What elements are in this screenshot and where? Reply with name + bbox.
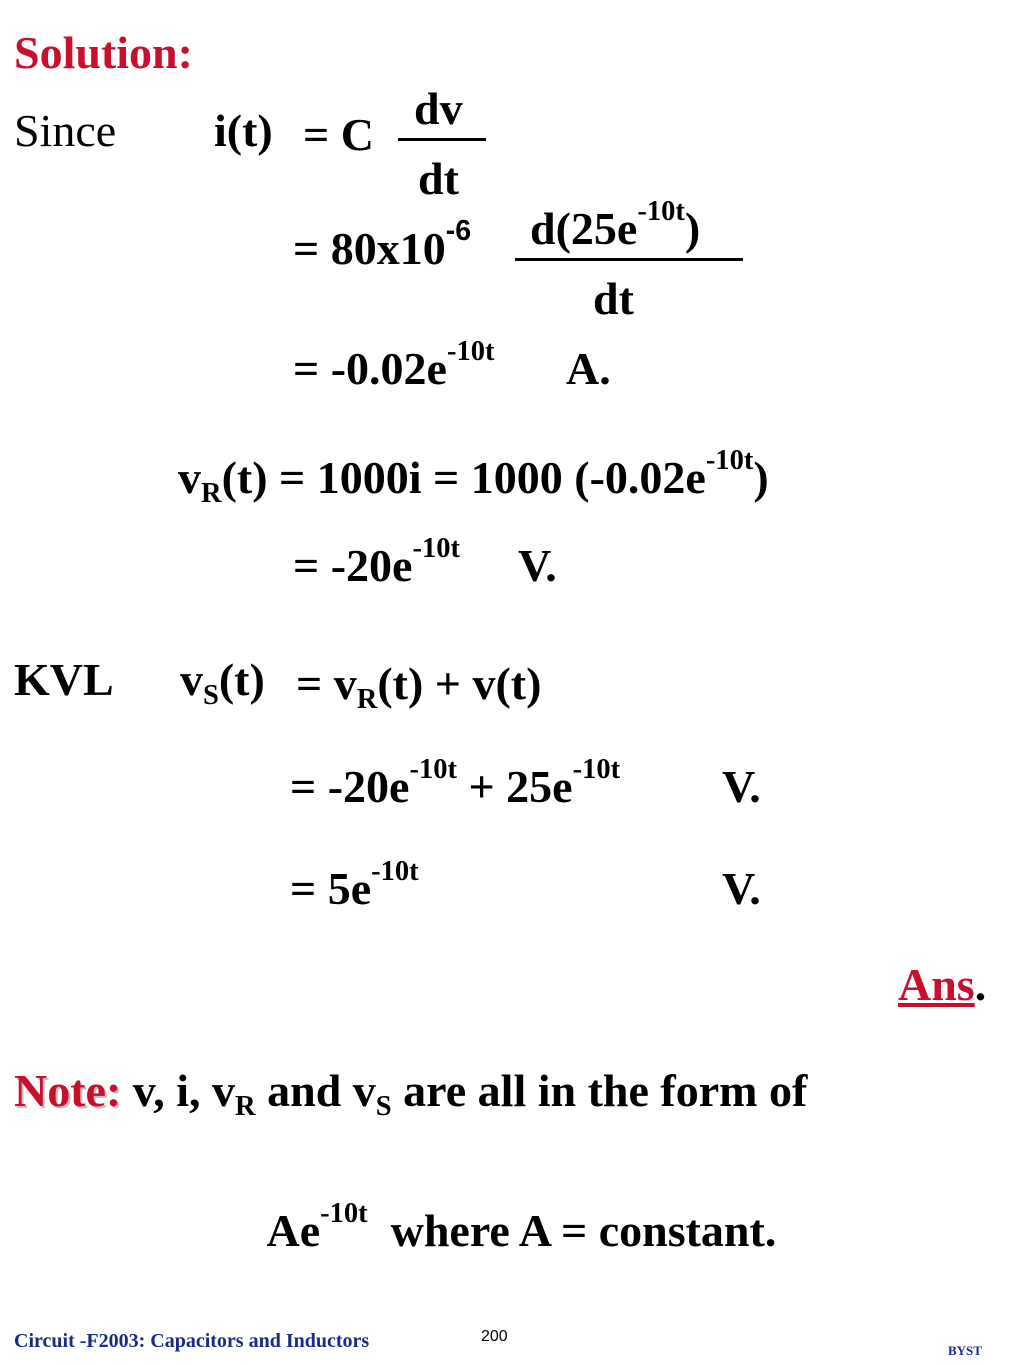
eq-current-result: = $-0.02e^{-10t}$ bbox=[293, 335, 495, 394]
fraction-bar-2 bbox=[515, 258, 743, 261]
unit-volt-1: V. bbox=[518, 540, 557, 591]
vr-equation: $v_R(t) = 1000i = 1000$ $(-0.02e^{-10t})$ bbox=[178, 444, 769, 509]
footer-course-title: Circuit -F2003: Capacitors and Inductors bbox=[14, 1330, 370, 1352]
footer-author: BYST bbox=[948, 1343, 982, 1358]
kvl-result: = $5e^{-10t}$ bbox=[290, 855, 419, 914]
answer-marker: Ans. bbox=[898, 959, 987, 1010]
unit-ampere: A. bbox=[566, 343, 611, 394]
kvl-sum: = $-20e^{-10t} + 25e^{-10t}$ bbox=[290, 753, 621, 812]
numerator-dv: dv bbox=[414, 83, 463, 134]
fraction-bar bbox=[398, 138, 486, 141]
since-label: Since bbox=[14, 105, 117, 156]
eq-80x10: = $80x10^{-6}$ bbox=[293, 214, 472, 274]
kvl-label: KVL bbox=[14, 654, 114, 705]
note-label: Note: bbox=[14, 1065, 122, 1116]
vs-function: $v_S(t)$ bbox=[180, 654, 265, 711]
page-number: 200 bbox=[481, 1328, 508, 1345]
solution-heading: Solution: bbox=[14, 27, 193, 78]
denominator-dt: dt bbox=[418, 153, 459, 204]
note-form: $Ae^{-10t}$ where A = constant. bbox=[266, 1197, 777, 1256]
eq-vr-result: = $-20e^{-10t}$ bbox=[293, 532, 460, 591]
note-line: Note: v, i, $v_R$ and $v_S$ are all in the form of bbox=[14, 1065, 808, 1122]
unit-volt-3: V. bbox=[722, 863, 761, 914]
numerator-d25e: $d(25e^{-10t})$ bbox=[530, 195, 701, 254]
unit-volt-2: V. bbox=[722, 761, 761, 812]
current-function: i(t) bbox=[214, 105, 273, 156]
equals-c: = C bbox=[303, 109, 374, 160]
kvl-equation: = $v_R(t) + v(t)$ bbox=[296, 658, 542, 715]
denominator-dt-2: dt bbox=[593, 273, 634, 324]
